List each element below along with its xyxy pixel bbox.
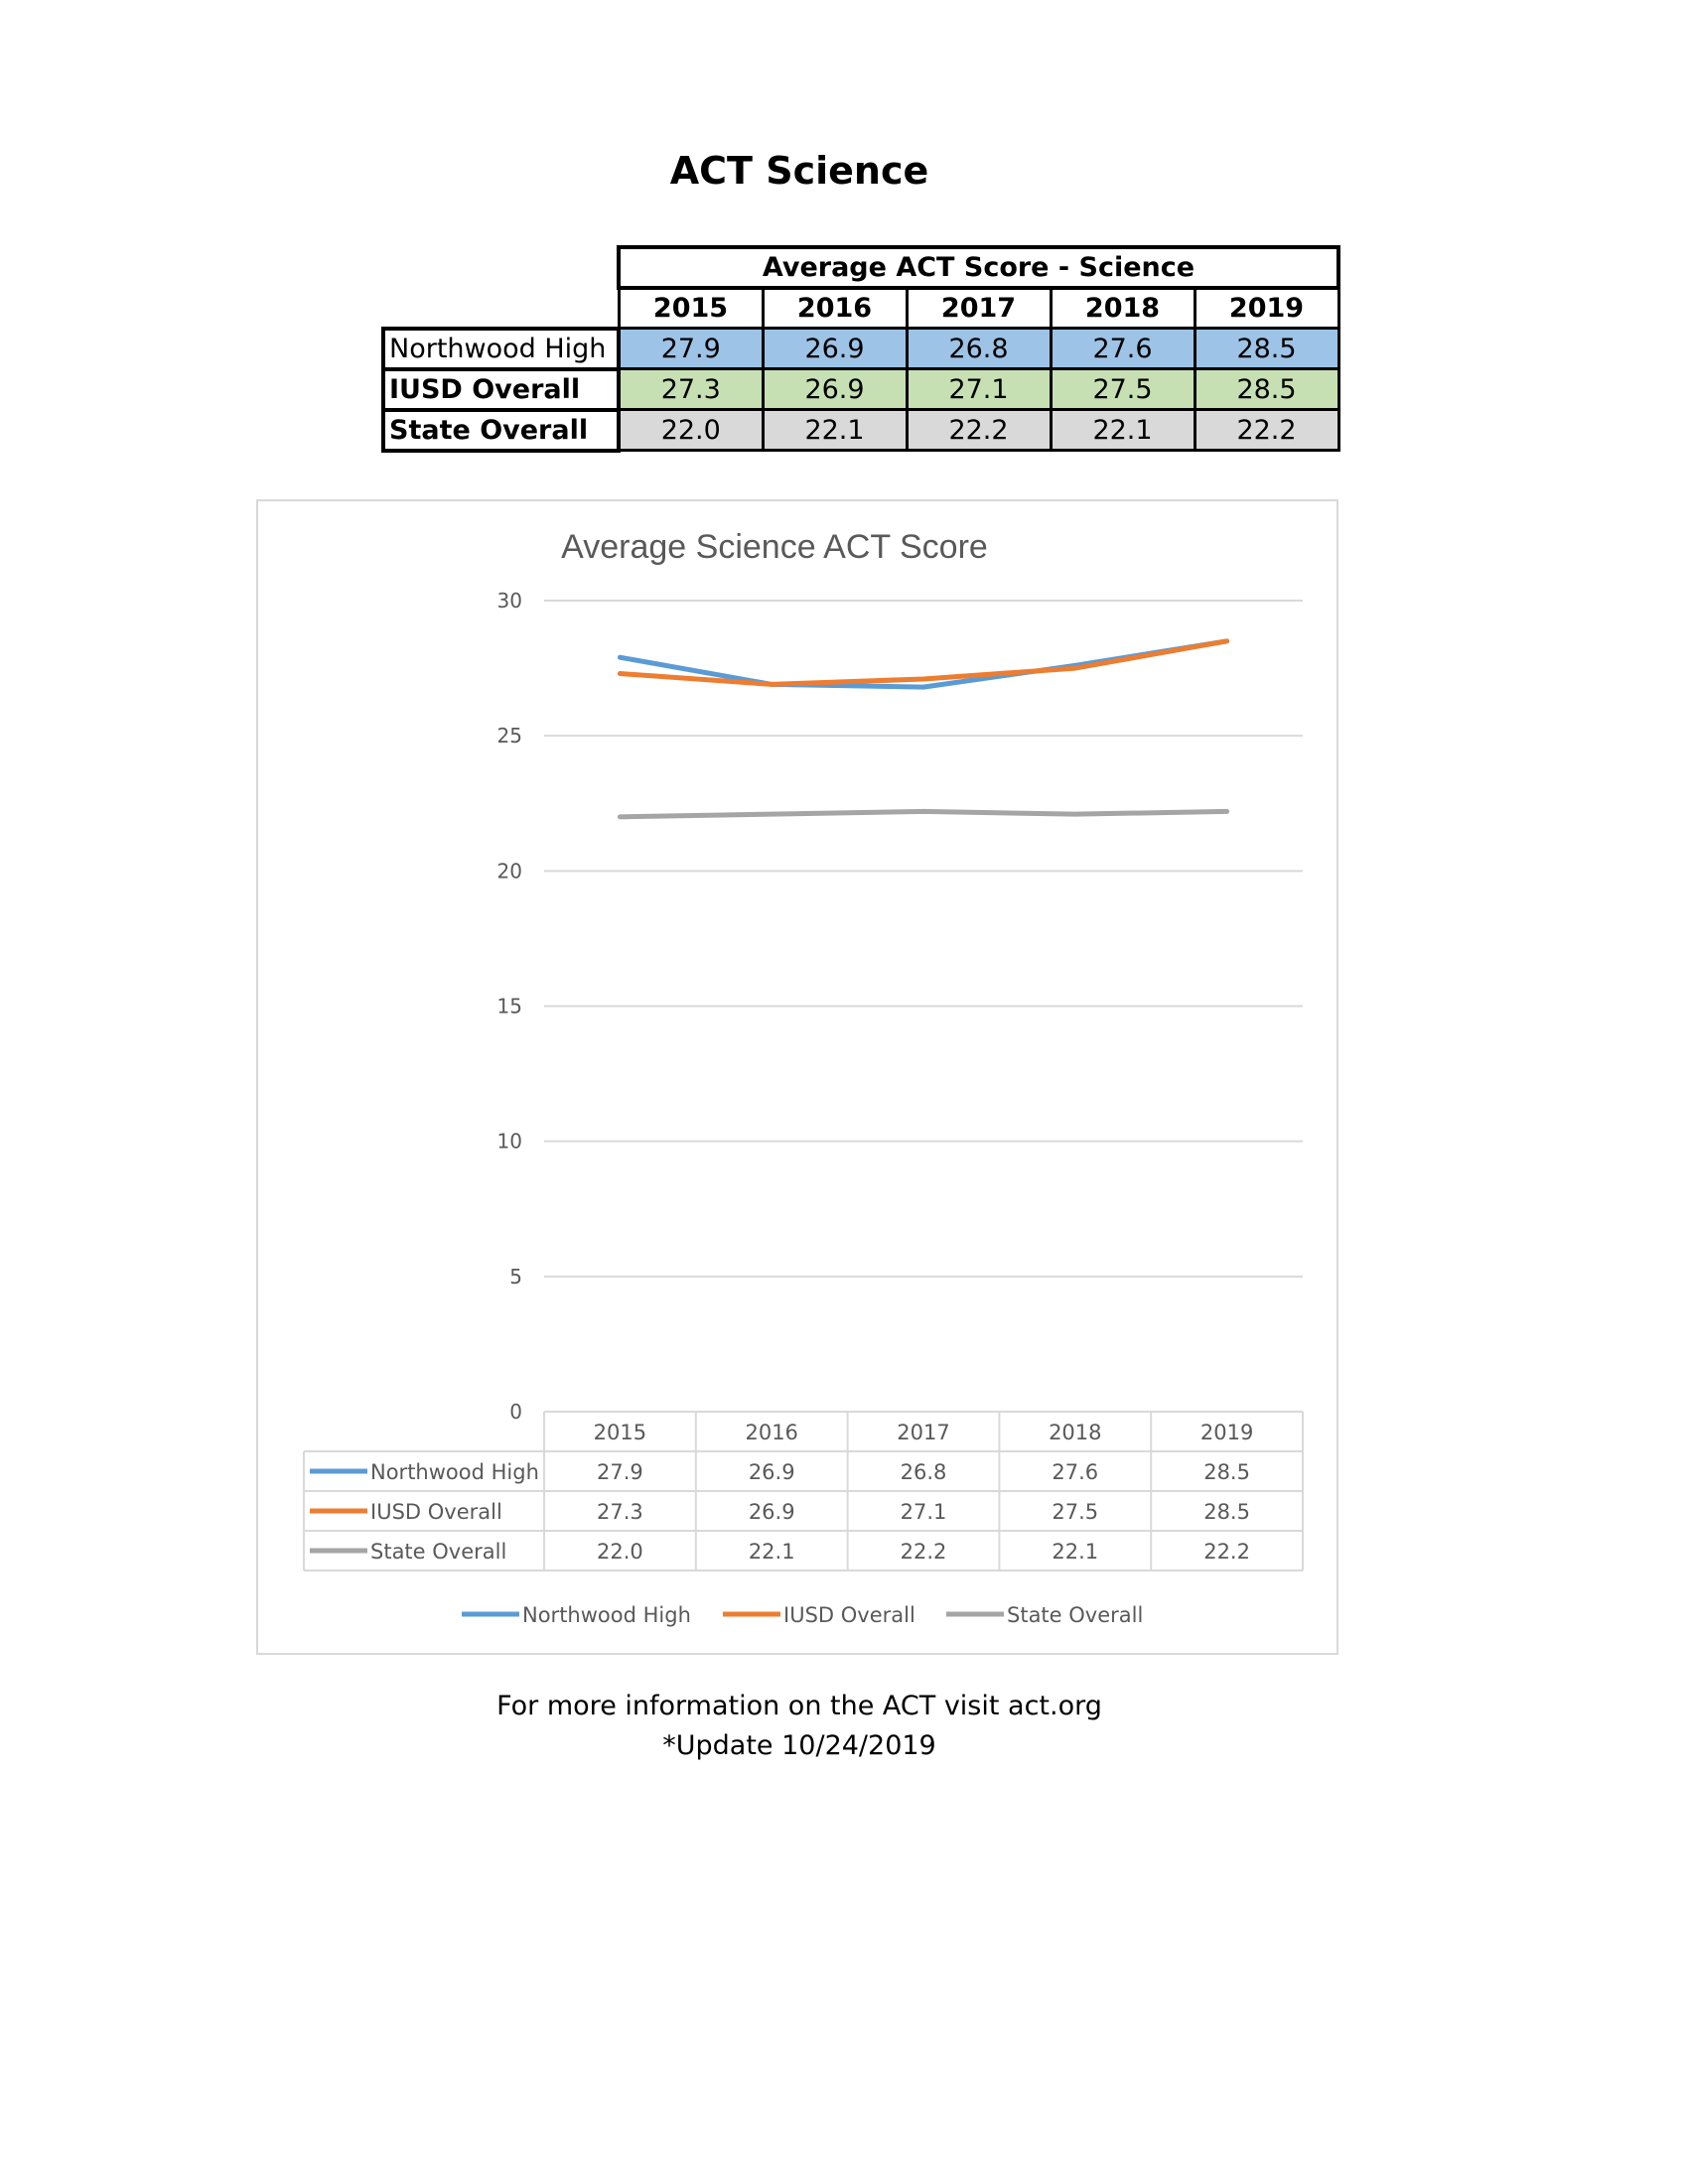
chart-title: Average Science ACT Score — [561, 528, 988, 566]
table-cell: 22.2 — [1195, 410, 1338, 451]
x-tick-label: 2016 — [745, 1421, 798, 1444]
data-table-cell: 28.5 — [1203, 1500, 1250, 1524]
y-tick-label: 15 — [496, 994, 522, 1019]
table-cell: 22.2 — [907, 410, 1051, 451]
table-cell: 27.9 — [619, 329, 763, 369]
y-tick-label: 25 — [496, 724, 522, 749]
y-tick-label: 5 — [509, 1264, 522, 1289]
table-cell: 22.1 — [1051, 410, 1195, 451]
line-chart — [258, 501, 1336, 1653]
data-table-cell: 26.9 — [748, 1500, 795, 1524]
table-cell: 28.5 — [1195, 369, 1338, 410]
table-row-northwood — [383, 329, 1338, 369]
table-cell: 27.5 — [1051, 369, 1195, 410]
table-cell: 28.5 — [1195, 329, 1338, 369]
data-table-cell: 26.9 — [748, 1460, 795, 1484]
table-cell: 27.1 — [907, 369, 1051, 410]
table-caption: Average ACT Score - Science — [619, 247, 1338, 288]
score-summary-table — [381, 245, 1340, 453]
table-row-state — [383, 410, 1338, 451]
x-tick-label: 2017 — [897, 1421, 950, 1444]
table-cell: 26.9 — [763, 329, 907, 369]
data-table-cell: 22.2 — [1203, 1540, 1250, 1564]
series-line-state-overall — [620, 811, 1226, 816]
table-row-label: Northwood High — [383, 329, 619, 369]
data-table-cell: 26.8 — [900, 1460, 947, 1484]
footer-update: *Update 10/24/2019 — [662, 1730, 936, 1761]
data-table-cell: 27.3 — [597, 1500, 643, 1524]
data-table-cell: 27.1 — [900, 1500, 947, 1524]
table-year-header: 2017 — [907, 288, 1051, 329]
legend-label: State Overall — [1007, 1603, 1144, 1627]
table-year-header: 2015 — [619, 288, 763, 329]
table-caption-row — [383, 247, 1338, 288]
data-table-cell: 22.1 — [1052, 1540, 1099, 1564]
data-table-cell: 22.1 — [748, 1540, 795, 1564]
x-tick-label: 2015 — [593, 1421, 647, 1444]
table-cell: 26.8 — [907, 329, 1051, 369]
table-cell: 27.6 — [1051, 329, 1195, 369]
table-corner — [383, 247, 619, 288]
data-table-row-label: IUSD Overall — [370, 1500, 502, 1524]
data-table-row-label: State Overall — [370, 1540, 507, 1564]
table-header-row — [383, 288, 1338, 329]
table-cell: 22.0 — [619, 410, 763, 451]
y-tick-label: 10 — [496, 1129, 522, 1154]
table-cell: 26.9 — [763, 369, 907, 410]
table-row-label: IUSD Overall — [383, 369, 619, 410]
x-tick-label: 2018 — [1049, 1421, 1102, 1444]
y-tick-label: 0 — [509, 1400, 522, 1424]
table-year-header: 2018 — [1051, 288, 1195, 329]
footer-info: For more information on the ACT visit act.org — [496, 1691, 1102, 1721]
data-table-cell: 27.5 — [1052, 1500, 1099, 1524]
series-line-iusd-overall — [620, 641, 1226, 685]
chart-frame — [256, 499, 1338, 1655]
page-title: ACT Science — [669, 149, 929, 193]
table-cell: 27.3 — [619, 369, 763, 410]
legend-label: IUSD Overall — [783, 1603, 915, 1627]
data-table-row-label: Northwood High — [370, 1460, 539, 1484]
data-table-cell: 27.9 — [597, 1460, 643, 1484]
data-table-cell: 28.5 — [1203, 1460, 1250, 1484]
data-table-cell: 22.0 — [597, 1540, 643, 1564]
table-row-iusd — [383, 369, 1338, 410]
data-table-cell: 27.6 — [1052, 1460, 1099, 1484]
table-cell: 22.1 — [763, 410, 907, 451]
y-tick-label: 30 — [496, 589, 522, 613]
table-row-label: State Overall — [383, 410, 619, 451]
table-year-header: 2016 — [763, 288, 907, 329]
legend-label: Northwood High — [522, 1603, 691, 1627]
x-tick-label: 2019 — [1199, 1421, 1254, 1444]
table-year-header: 2019 — [1195, 288, 1338, 329]
y-tick-label: 20 — [496, 859, 522, 884]
data-table-cell: 22.2 — [900, 1540, 947, 1564]
table-corner — [383, 288, 619, 329]
